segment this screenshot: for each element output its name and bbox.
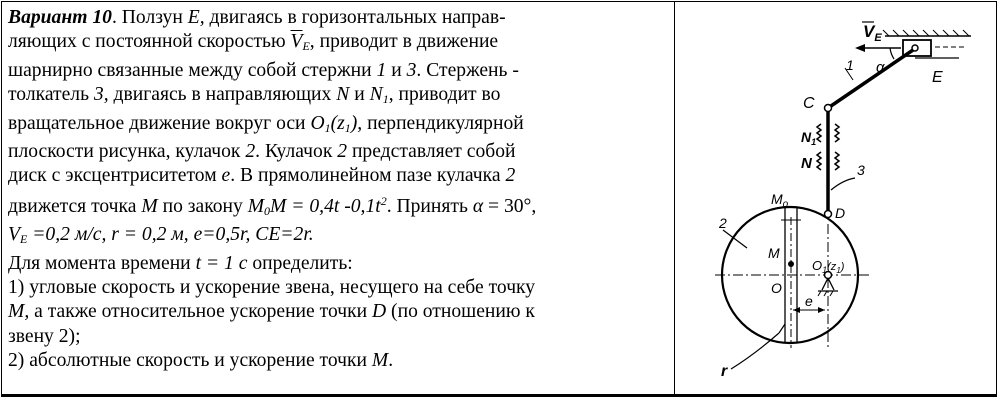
text-line-8: движется точка M по закону $M_0M = 0,4t$ $-0,1t^2$. Принять α = 30°,: [8, 193, 537, 218]
text-line-12: M, а также относительное ускорение точки D (по отношению к: [8, 301, 535, 323]
problem-text: [8, 6, 668, 374]
text-line-11: 1) угловые скорость и ускорение звена, несущего на себе точку: [8, 277, 536, 299]
label-M0: $M_o$: [771, 191, 789, 210]
label-N: N: [801, 155, 812, 172]
text-line-3: шарнирно связанные между собой стержни 1 и 3. Стержень -: [8, 59, 519, 81]
rod-1: [828, 50, 913, 108]
label-D: D: [835, 205, 846, 221]
mechanism-diagram: [675, 2, 998, 396]
label-alpha: α: [876, 59, 885, 76]
label-C: C: [803, 95, 815, 112]
bottom-rule: [2, 394, 996, 396]
text-line-6: плоскости рисунка, кулачок 2. Кулачок 2 представляет собой: [8, 141, 516, 163]
text-line-10: Для момента времени t = 1 с определить:: [8, 252, 353, 274]
label-2: 2: [719, 215, 727, 231]
mechanism-figure: [675, 2, 998, 396]
label-N1: $N_1$: [801, 129, 817, 147]
text-line-14: 2) абсолютные скорость и ускорение точки M.: [8, 350, 394, 372]
label-VE: $V_E$: [863, 22, 882, 44]
joint-C: [825, 105, 832, 112]
angle-alpha-arc: [890, 48, 894, 59]
text-line-7: диск с эксцентриситетом e. В прямолинейном пазе кулачка 2: [8, 165, 516, 187]
problem-card: [1, 1, 997, 397]
point-D: [825, 211, 832, 218]
text-line-9: $V_E =0,2$ м/с, r = 0,2 м, e=0,5r, CE=2r.: [8, 224, 314, 247]
label-M: M: [768, 245, 780, 261]
label-E: E: [932, 69, 943, 86]
label-e: e: [805, 293, 813, 309]
label-O: O: [771, 280, 782, 296]
label-O1: $O_1^{(z}_1^)$: [812, 258, 845, 275]
point-M: [788, 261, 794, 267]
label-3: 3: [857, 162, 865, 178]
text-line-13: звену 2);: [8, 325, 81, 347]
label-1: 1: [846, 57, 854, 73]
cam-slot: [781, 207, 801, 348]
variant-title: Вариант 10: [8, 7, 112, 28]
text-line-1: Вариант 10. Ползун E, двигаясь в горизонтальных направ-: [8, 7, 506, 28]
label-r: r: [721, 363, 728, 380]
text-line-2: ляющих с постоянной скоростью $\overline{V}_E$, приводит в движение: [8, 31, 499, 54]
text-line-5: вращательное движение вокруг оси $O_1(z_1)$, перпендикулярной: [8, 112, 524, 135]
text-line-4: толкатель 3, двигаясь в направляющих N и $N_1$, приводит во: [8, 84, 501, 107]
